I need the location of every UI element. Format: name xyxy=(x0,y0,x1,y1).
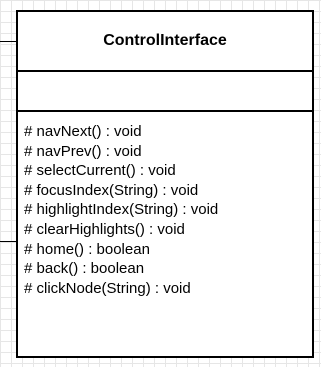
operations-compartment xyxy=(18,112,312,298)
operation-select-current: # selectCurrent() : void xyxy=(24,162,176,180)
operation-home: # home() : boolean xyxy=(24,240,150,258)
connector-line xyxy=(0,41,16,42)
attributes-compartment xyxy=(18,72,312,112)
operation-nav-prev: # navPrev() : void xyxy=(24,142,142,160)
class-name: ControlInterface xyxy=(103,32,227,49)
class-name-compartment xyxy=(18,12,312,72)
operation-back: # back() : boolean xyxy=(24,260,145,278)
operation-nav-next: # navNext() : void xyxy=(24,123,142,140)
uml-class-box[interactable] xyxy=(16,10,314,358)
operation-highlight-index: # highlightIndex(String) : void xyxy=(24,201,219,219)
operation-focus-index: # focusIndex(String) : void xyxy=(24,181,199,199)
operation-click-node: # clickNode(String) : void xyxy=(24,279,191,297)
connector-line xyxy=(0,241,16,242)
operation-clear-highlights: # clearHighlights() : void xyxy=(24,220,185,238)
